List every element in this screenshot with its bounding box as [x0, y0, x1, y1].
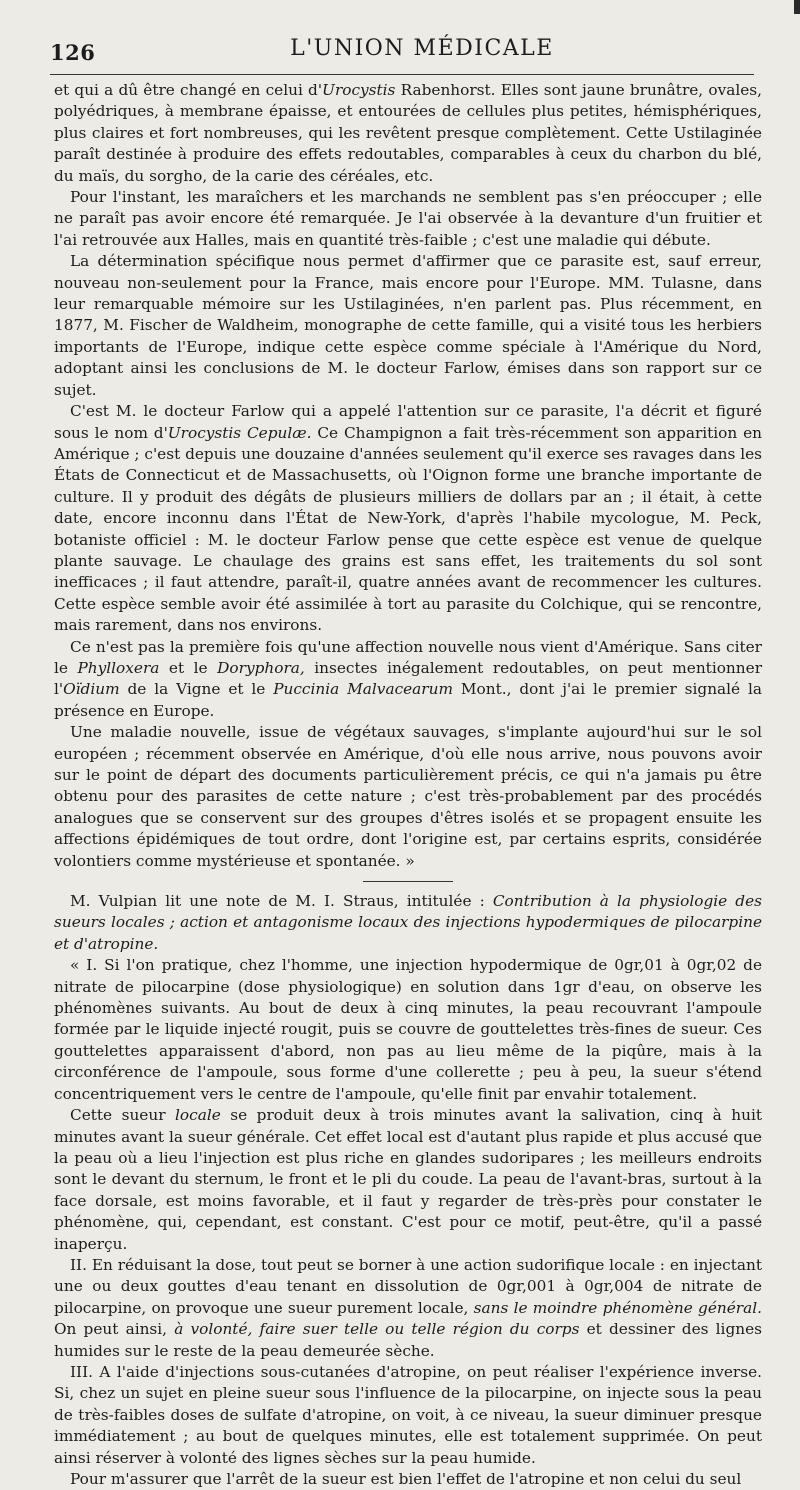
- paragraph: III. A l'aide d'injections sous-cutanées d'atropine, on peut réaliser l'expérience inverse. Si, chez un sujet en pleine sueur sous l'influence de la pilocarpine, on injecte sous la peau de très-faibles doses de sulfate d'atropine, on voit, à ce niveau, la sueur diminuer presque immédiatement ; au bout de quelques minutes, elle est totalement supprimée. On peut ainsi réserver à volonté des lignes sèches sur la peau humide.: [54, 1362, 762, 1467]
- paragraph: Pour l'instant, les maraîchers et les marchands ne semblent pas s'en préoccuper ; elle ne paraît pas avoir encore été remarquée. Je l'ai observée à la devanture d'un fruitier et l'ai retrouvée aux Halles, mais en quantité très-faible ; c'est une maladie qui débute.: [54, 188, 762, 249]
- paragraph: « I. Si l'on pratique, chez l'homme, une injection hypodermique de 0gr,01 à 0gr,02 de nitrate de pilocarpine (dose physiologique) en solution dans 1gr d'eau, on observe les phénomènes suivants. Au bout de deux à cinq minutes, la peau recouvrant l'ampoule formée par le liquide injecté rougit, puis se couvre de gouttelettes très-fines de sueur. Ces gouttelettes apparaissent d'abord, non pas au lieu même de la piqûre, mais à la circonférence de l'ampoule, sous forme d'une collerette ; peu à peu, la sueur s'étend concentriquement vers le centre de l'ampoule, qu'elle finit par envahir totalement.: [54, 956, 762, 1103]
- section-intro: M. Vulpian lit une note de M. I. Straus, intitulée : Contribution à la physiologie des sueurs locales ; action et antagonisme locaux des injections hypodermiques de pilocarpine et d'atropine.: [54, 892, 762, 953]
- paragraph: C'est M. le docteur Farlow qui a appelé l'attention sur ce parasite, l'a décrit et figuré sous le nom d'Urocystis Cepulæ. Ce Champignon a fait très-récemment son apparition en Amérique ; c'est depuis une douzaine d'années seulement qu'il exerce ses ravages dans les États de Connecticut et de Massachusetts, où l'Oignon forme une branche importante de culture. Il y produit des dégâts de plusieurs milliers de dollars par an ; il était, à cette date, encore inconnu dans l'État de New-York, d'après l'habile mycologue, M. Peck, botaniste officiel : M. le docteur Farlow pense que cette espèce est venue de quelque plante sauvage. Le chaulage des grains est sans effet, les traitements du sol sont inefficaces ; il faut attendre, paraît-il, quatre années avant de recommencer les cultures. Cette espèce semble avoir été assimilée à tort au parasite du Colchique, qui se rencontre, mais rarement, dans nos environs.: [54, 402, 762, 635]
- article-body: [54, 80, 762, 1490]
- paragraph-continuation: et qui a dû être changé en celui d'Urocystis Rabenhorst. Elles sont jaune brunâtre, ovales, polyédriques, à membrane épaisse, et entourées de cellules plus petites, hémisphériques, plus claires et fort nombreuses, qui les revêtent presque complètement. Cette Ustilaginée paraît destinée à produire des effets redoutables, comparables à ceux du charbon du blé, du maïs, du sorgho, de la carie des céréales, etc.: [54, 81, 762, 185]
- running-head: [50, 34, 754, 64]
- section-divider: [363, 881, 453, 882]
- header-rule: [50, 74, 754, 75]
- paragraph: Cette sueur locale se produit deux à trois minutes avant la salivation, cinq à huit minutes avant la sueur générale. Cet effet local est d'autant plus rapide et plus accusé que la peau où a lieu l'injection est plus riche en glandes sudoripares ; les meilleurs endroits sont le devant du sternum, le front et le pli du coude. La peau de l'avant-bras, surtout à la face dorsale, est moins favorable, et il faut y regarder de très-près pour constater le phénomène, qui, cependant, est constant. C'est pour ce motif, peut-être, qu'il a passé inaperçu.: [54, 1106, 762, 1253]
- paragraph: Une maladie nouvelle, issue de végétaux sauvages, s'implante aujourd'hui sur le sol européen ; récemment observée en Amérique, d'où elle nous arrive, nous pouvons avoir sur le point de départ des documents particulièrement précis, ce qui n'a jamais pu être obtenu pour des parasites de cette nature ; c'est très-probablement par des procédés analogues que se conservent sur des groupes d'êtres isolés et se propagent ensuite les affections épidémiques de tout ordre, dont l'origine est, par certains esprits, considérée volontiers comme mystérieuse et spontanée. »: [54, 723, 762, 870]
- page-edge-mark: [794, 0, 800, 14]
- paragraph: Pour m'assurer que l'arrêt de la sueur est bien l'effet de l'atropine et non celui du seul: [70, 1470, 742, 1488]
- paragraph: II. En réduisant la dose, tout peut se borner à une action sudorifique locale : en injectant une ou deux gouttes d'eau tenant en dissolution de 0gr,001 à 0gr,004 de nitrate de pilocarpine, on provoque une sueur purement locale, sans le moindre phénomène général. On peut ainsi, à volonté, faire suer telle ou telle région du corps et dessiner des lignes humides sur le reste de la peau demeurée sèche.: [54, 1255, 762, 1360]
- paragraph: Ce n'est pas la première fois qu'une affection nouvelle nous vient d'Amérique. Sans citer le Phylloxera et le Doryphora, insectes inégalement redoutables, on peut mentionner l'Oïdium de la Vigne et le Puccinia Malvacearum Mont., dont j'ai le premier signalé la présence en Europe.: [54, 637, 763, 720]
- journal-title: L'UNION MÉDICALE: [290, 36, 554, 61]
- paragraph: La détermination spécifique nous permet d'affirmer que ce parasite est, sauf erreur, nouveau non-seulement pour la France, mais encore pour l'Europe. MM. Tulasne, dans leur remarquable mémoire sur les Ustilaginées, n'en parlent pas. Plus récemment, en 1877, M. Fischer de Waldheim, monographe de cette famille, qui a visité tous les herbiers importants de l'Europe, indique cette espèce comme spéciale à l'Amérique du Nord, adoptant ainsi les conclusions de M. le docteur Farlow, émises dans son rapport sur ce sujet.: [54, 252, 762, 399]
- page-number: 126: [50, 40, 96, 65]
